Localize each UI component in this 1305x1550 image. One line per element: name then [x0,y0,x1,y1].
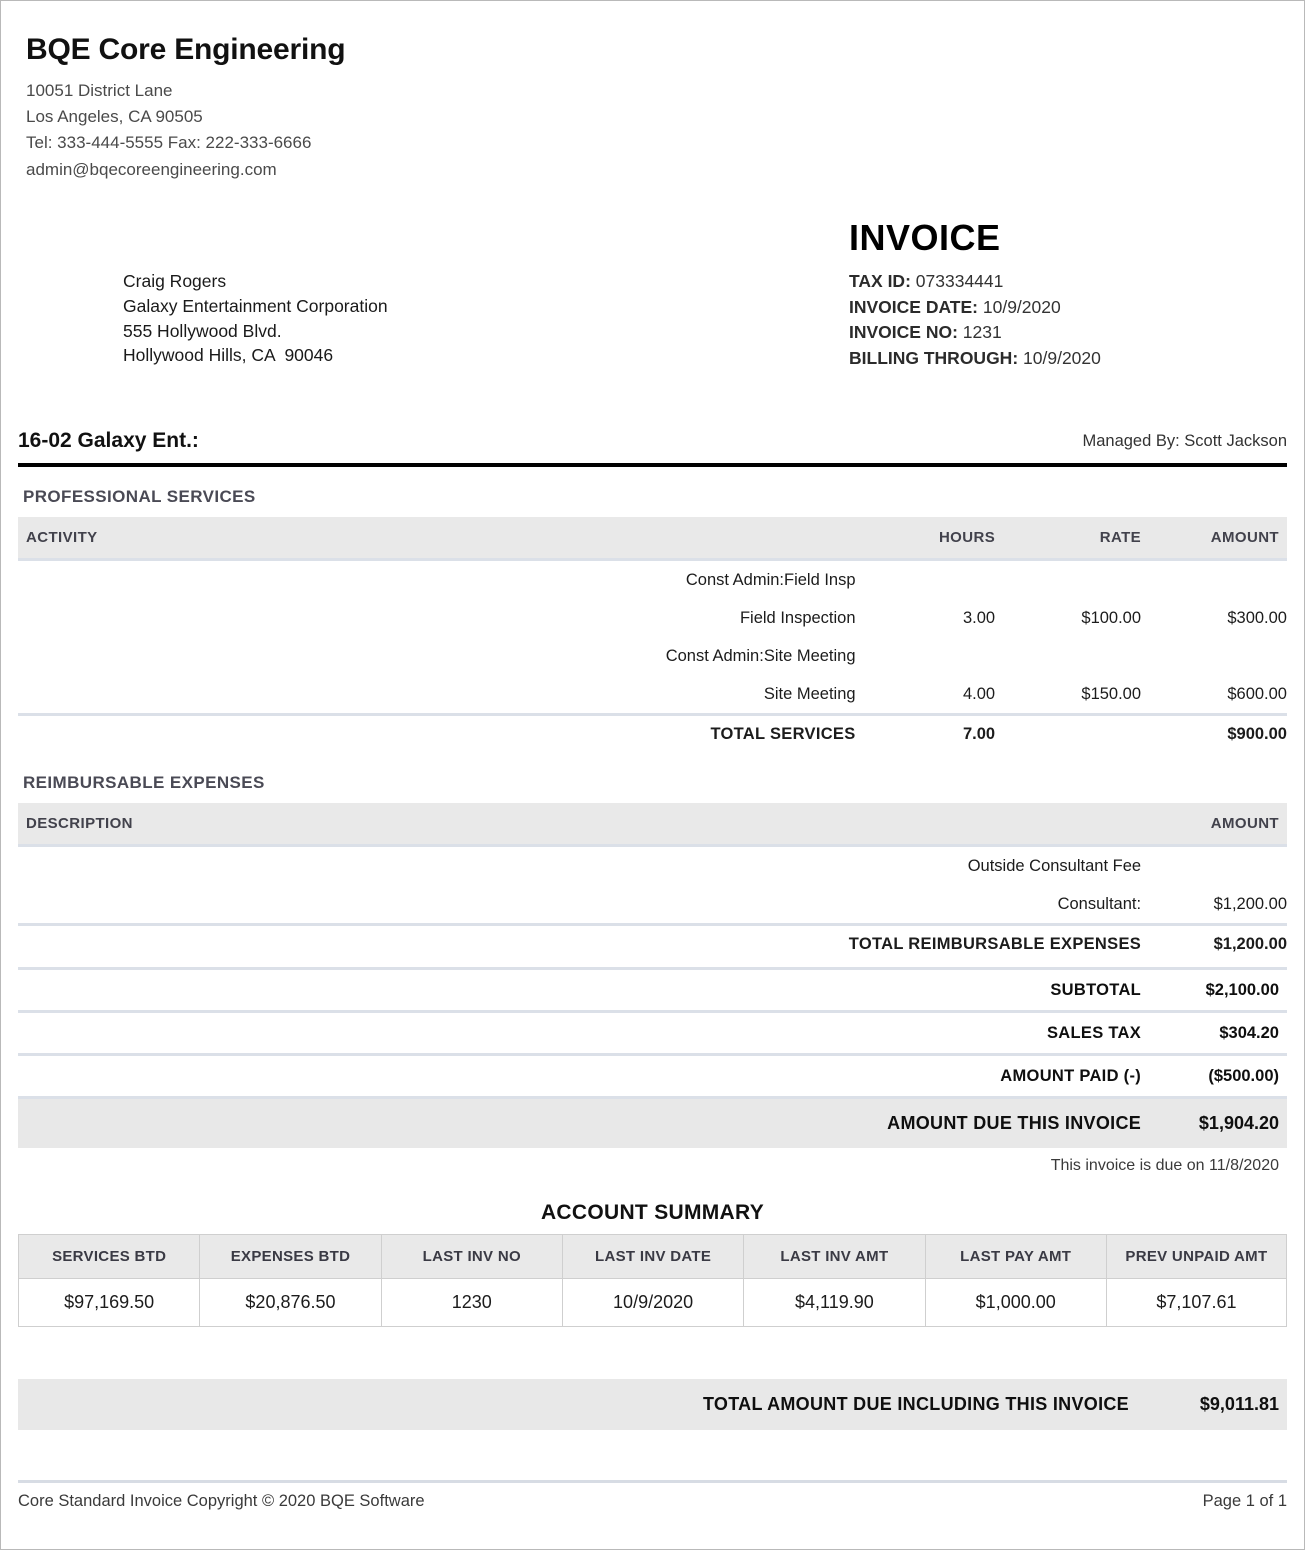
acct-val-services-btd: $97,169.50 [19,1278,200,1326]
company-email: admin@bqecoreengineering.com [26,159,277,179]
services-activity: Site Meeting [763,684,856,703]
services-activity: Const Admin:Site Meeting [665,646,856,665]
services-hours [856,559,996,599]
sales-tax-value: $304.20 [1141,1011,1287,1054]
acct-val-last-inv-amt: $4,119.90 [744,1278,925,1326]
subtotal-row [18,968,1287,1011]
acct-val-last-pay-amt: $1,000.00 [925,1278,1106,1326]
services-rate [995,559,1141,599]
invoice-no-row [849,320,1269,346]
expenses-col-description: DESCRIPTION [18,803,1141,846]
acct-col-expenses-btd: EXPENSES BTD [200,1234,381,1278]
services-hours: 4.00 [963,684,996,703]
services-hours [856,637,996,675]
expenses-heading: REIMBURSABLE EXPENSES [23,772,265,792]
totals-table [18,967,1287,1148]
amount-due-row [18,1097,1287,1148]
acct-val-last-inv-date: 10/9/2020 [562,1278,743,1326]
services-total-row [18,714,1287,753]
invoice-date-value: 10/9/2020 [982,296,1061,317]
invoice-no-label: INVOICE NO: [849,322,958,343]
services-activity: Const Admin:Field Insp [685,570,856,589]
bill-to-contact: Craig Rogers [123,270,227,291]
amount-paid-row [18,1054,1287,1097]
services-col-rate: RATE [995,517,1141,560]
expenses-total-row [18,924,1287,963]
account-summary-title: ACCOUNT SUMMARY [540,1200,765,1224]
sales-tax-label: SALES TAX [18,1011,1141,1054]
services-amount: $300.00 [1227,608,1287,627]
project-title: 16-02 Galaxy Ent.: [18,428,199,452]
invoice-date-row [849,295,1269,321]
account-summary-header-row [19,1234,1287,1278]
services-rate: $100.00 [1081,608,1142,627]
services-table [18,517,1287,753]
bill-to-city-state-zip: Hollywood Hills, CA 90046 [123,345,334,366]
invoice-details [849,217,1269,372]
billing-through-value: 10/9/2020 [1023,348,1101,369]
invoice-heading: INVOICE [849,216,1001,258]
page-footer [18,1480,1287,1511]
company-phone-fax: Tel: 333-444-5555 Fax: 222-333-6666 [26,133,312,153]
services-activity: Field Inspection [739,608,856,627]
billing-through-row [849,346,1269,372]
acct-col-last-pay-amt: LAST PAY AMT [925,1234,1106,1278]
footer-divider [18,1480,1287,1483]
table-row [19,1278,1287,1326]
subtotal-label: SUBTOTAL [18,968,1141,1011]
amount-paid-value: ($500.00) [1141,1054,1287,1097]
expenses-description: Consultant: [1057,894,1142,913]
footer-page-number: Page 1 of 1 [1202,1492,1287,1510]
amount-due-label: AMOUNT DUE THIS INVOICE [18,1097,1141,1148]
acct-col-prev-unpaid-amt: PREV UNPAID AMT [1106,1234,1286,1278]
sales-tax-row [18,1011,1287,1054]
expenses-description: Outside Consultant Fee [967,856,1142,875]
services-total-rate-blank [995,714,1141,753]
footer-copyright: Core Standard Invoice Copyright © 2020 BQE Software [18,1492,425,1510]
table-row [18,675,1287,715]
totals-section [18,967,1287,1175]
services-rate [995,637,1141,675]
company-address-line1: 10051 District Lane [26,80,173,100]
services-total-hours: 7.00 [856,714,996,753]
invoice-no-value: 1231 [962,322,1002,343]
acct-val-prev-unpaid-amt: $7,107.61 [1106,1278,1286,1326]
expenses-amount: $1,200.00 [1213,894,1287,913]
table-row [18,637,1287,675]
bill-to-company: Galaxy Entertainment Corporation [123,295,388,316]
services-heading: PROFESSIONAL SERVICES [23,486,256,506]
invoice-date-label: INVOICE DATE: [849,296,978,317]
services-rate: $150.00 [1081,684,1142,703]
company-name: BQE Core Engineering [26,33,346,66]
acct-col-services-btd: SERVICES BTD [19,1234,200,1278]
tax-id-value: 073334441 [915,270,1004,291]
project-bar [18,429,1287,453]
subtotal-value: $2,100.00 [1141,968,1287,1011]
acct-col-last-inv-date: LAST INV DATE [562,1234,743,1278]
account-summary-table [18,1234,1287,1327]
expenses-total-label: TOTAL REIMBURSABLE EXPENSES [18,924,1141,963]
table-row [18,885,1287,925]
table-row [18,599,1287,637]
amount-due-value: $1,904.20 [1141,1097,1287,1148]
services-amount [1141,637,1287,675]
bill-to-address [123,269,388,368]
expenses-col-amount: AMOUNT [1141,803,1287,846]
due-date-note: This invoice is due on 11/8/2020 [1050,1156,1279,1174]
company-address-line2: Los Angeles, CA 90505 [26,106,203,126]
invoice-meta-section [18,217,1287,407]
tax-id-label: TAX ID: [849,270,911,291]
services-col-activity: ACTIVITY [18,517,856,560]
acct-col-last-inv-no: LAST INV NO [381,1234,562,1278]
services-total-amount: $900.00 [1141,714,1287,753]
expenses-table [18,803,1287,963]
project-divider [18,463,1287,467]
acct-val-expenses-btd: $20,876.50 [200,1278,381,1326]
grand-total-label: TOTAL AMOUNT DUE INCLUDING THIS INVOICE [702,1393,1129,1414]
billing-through-label: BILLING THROUGH: [849,348,1019,369]
expenses-total-amount: $1,200.00 [1141,924,1287,963]
acct-val-last-inv-no: 1230 [381,1278,562,1326]
table-row [18,845,1287,885]
acct-col-last-inv-amt: LAST INV AMT [744,1234,925,1278]
grand-total-band [18,1379,1287,1430]
services-total-label: TOTAL SERVICES [18,714,856,753]
amount-paid-label: AMOUNT PAID (-) [18,1054,1141,1097]
grand-total-value: $9,011.81 [1199,1393,1279,1414]
expenses-header-row [18,803,1287,846]
services-hours: 3.00 [963,608,996,627]
table-row [18,559,1287,599]
services-header-row [18,517,1287,560]
services-col-amount: AMOUNT [1141,517,1287,560]
tax-id-row [849,269,1269,295]
services-col-hours: HOURS [856,517,996,560]
services-amount [1141,559,1287,599]
company-header [18,1,1287,183]
bill-to-street: 555 Hollywood Blvd. [123,320,282,341]
expenses-amount [1141,845,1287,885]
services-amount: $600.00 [1227,684,1287,703]
managed-by: Managed By: Scott Jackson [1082,431,1287,450]
